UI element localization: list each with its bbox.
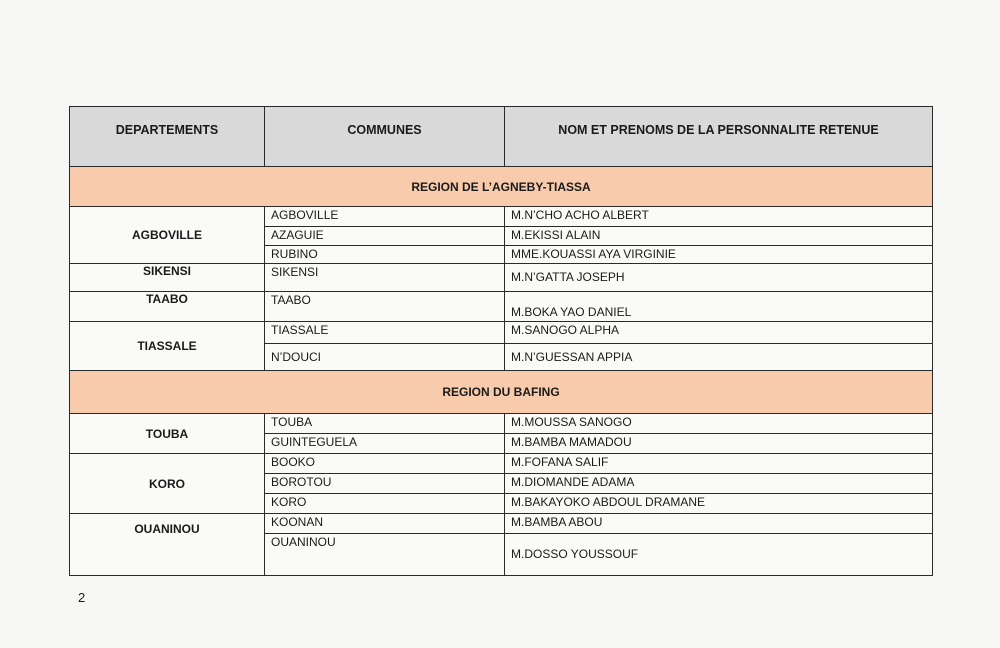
table-row <box>70 514 933 534</box>
personnalite-cell: MME.KOUASSI AYA VIRGINIE <box>505 246 933 264</box>
personnalite-cell: M.BOKA YAO DANIEL <box>505 292 933 322</box>
region-title: REGION DU BAFING <box>70 371 933 414</box>
table-row <box>70 264 933 292</box>
personnalite-cell: M.MOUSSA SANOGO <box>505 414 933 434</box>
commune-cell: KOONAN <box>265 514 505 534</box>
commune-cell: AGBOVILLE <box>265 207 505 227</box>
departement-name: TAABO <box>70 292 265 322</box>
commune-cell: BOOKO <box>265 454 505 474</box>
personnalite-cell: M.DOSSO YOUSSOUF <box>505 534 933 576</box>
table-header-row <box>70 107 933 167</box>
departement-name: SIKENSI <box>70 264 265 292</box>
table-row <box>70 292 933 322</box>
departement-name: TOUBA <box>70 414 265 454</box>
commune-cell: N’DOUCI <box>265 344 505 371</box>
departement-name: OUANINOU <box>70 514 265 576</box>
commune-cell: SIKENSI <box>265 264 505 292</box>
commune-cell: OUANINOU <box>265 534 505 576</box>
personnalite-cell: M.BAKAYOKO ABDOUL DRAMANE <box>505 494 933 514</box>
table-row <box>70 414 933 434</box>
personnalite-cell: M.SANOGO ALPHA <box>505 322 933 344</box>
region-row <box>70 371 933 414</box>
header-departements: DEPARTEMENTS <box>70 107 265 167</box>
header-personnalite: NOM ET PRENOMS DE LA PERSONNALITE RETENUE <box>505 107 933 167</box>
table-row <box>70 454 933 474</box>
personnalite-cell: M.EKISSI ALAIN <box>505 227 933 246</box>
header-communes: COMMUNES <box>265 107 505 167</box>
commune-cell: TOUBA <box>265 414 505 434</box>
personnalite-cell: M.N’CHO ACHO ALBERT <box>505 207 933 227</box>
table-row <box>70 322 933 344</box>
commune-cell: TIASSALE <box>265 322 505 344</box>
table-row <box>70 207 933 227</box>
departement-name: AGBOVILLE <box>70 207 265 264</box>
region-row <box>70 167 933 207</box>
departement-name: TIASSALE <box>70 322 265 371</box>
personnalite-cell: M.FOFANA SALIF <box>505 454 933 474</box>
commune-cell: KORO <box>265 494 505 514</box>
commune-cell: BOROTOU <box>265 474 505 494</box>
commune-cell: RUBINO <box>265 246 505 264</box>
region-title: REGION DE L’AGNEBY-TIASSA <box>70 167 933 207</box>
departement-name: KORO <box>70 454 265 514</box>
commune-cell: GUINTEGUELA <box>265 434 505 454</box>
personnalite-cell: M.DIOMANDE ADAMA <box>505 474 933 494</box>
page-number: 2 <box>78 590 86 605</box>
personnalite-cell: M.N’GATTA JOSEPH <box>505 264 933 292</box>
personnalite-cell: M.BAMBA MAMADOU <box>505 434 933 454</box>
commune-cell: TAABO <box>265 292 505 322</box>
commune-cell: AZAGUIE <box>265 227 505 246</box>
personnalite-cell: M.BAMBA ABOU <box>505 514 933 534</box>
personnalites-table <box>69 106 933 576</box>
personnalite-cell: M.N’GUESSAN APPIA <box>505 344 933 371</box>
